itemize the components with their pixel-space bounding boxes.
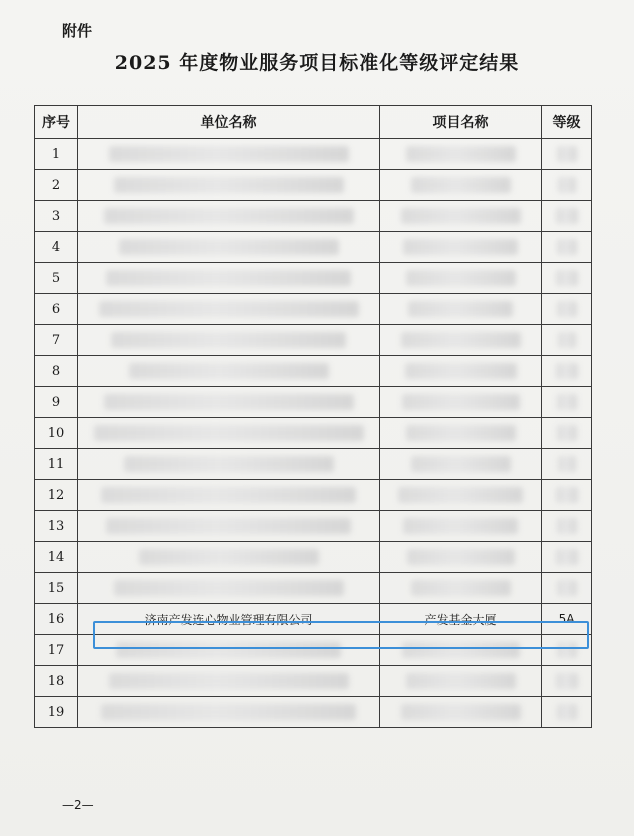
cell-grade	[542, 418, 592, 449]
redacted-text	[104, 394, 354, 410]
redacted-text	[406, 673, 516, 689]
row-number: 2	[35, 170, 78, 201]
table-row	[35, 232, 592, 263]
row-number: 3	[35, 201, 78, 232]
cell-company	[78, 418, 380, 449]
cell-grade	[542, 635, 592, 666]
cell-project	[380, 356, 542, 387]
header-seq: 序号	[35, 106, 78, 139]
cell-company	[78, 201, 380, 232]
cell-company	[78, 635, 380, 666]
cell-grade	[542, 294, 592, 325]
attachment-label: 附件	[62, 22, 93, 40]
cell-company	[78, 139, 380, 170]
table-header-row	[35, 106, 592, 139]
cell-project	[380, 604, 542, 635]
cell-grade	[542, 325, 592, 356]
row-number: 12	[35, 480, 78, 511]
redacted-text	[403, 239, 518, 255]
redacted-text	[101, 487, 356, 503]
table-row	[35, 263, 592, 294]
table-row	[35, 294, 592, 325]
redacted-text	[558, 332, 576, 348]
cell-company	[78, 325, 380, 356]
company-text: 济南产发连心物业管理有限公司	[144, 612, 313, 627]
cell-project	[380, 542, 542, 573]
table-row	[35, 511, 592, 542]
row-number: 14	[35, 542, 78, 573]
redacted-text	[104, 208, 354, 224]
header-company: 单位名称	[78, 106, 380, 139]
table-row	[35, 356, 592, 387]
cell-project	[380, 294, 542, 325]
cell-project	[380, 635, 542, 666]
redacted-text	[129, 363, 329, 379]
redacted-text	[402, 394, 520, 410]
table-body	[35, 139, 592, 728]
redacted-text	[407, 549, 515, 565]
cell-project	[380, 511, 542, 542]
cell-company	[78, 697, 380, 728]
redacted-text	[116, 642, 341, 658]
row-number: 16	[35, 604, 78, 635]
cell-project	[380, 573, 542, 604]
redacted-text	[406, 425, 516, 441]
cell-company	[78, 666, 380, 697]
redacted-text	[556, 208, 578, 224]
cell-grade	[542, 232, 592, 263]
cell-grade	[542, 480, 592, 511]
table-row	[35, 325, 592, 356]
row-number: 13	[35, 511, 78, 542]
row-number: 18	[35, 666, 78, 697]
cell-grade	[542, 573, 592, 604]
cell-grade	[542, 666, 592, 697]
redacted-text	[139, 549, 319, 565]
redacted-text	[557, 239, 577, 255]
cell-company	[78, 170, 380, 201]
cell-project	[380, 697, 542, 728]
cell-company	[78, 387, 380, 418]
cell-company	[78, 511, 380, 542]
cell-grade	[542, 263, 592, 294]
cell-grade	[542, 449, 592, 480]
cell-company	[78, 232, 380, 263]
table-row	[35, 666, 592, 697]
table-row	[35, 418, 592, 449]
cell-company	[78, 356, 380, 387]
cell-grade	[542, 697, 592, 728]
cell-company	[78, 604, 380, 635]
row-number: 7	[35, 325, 78, 356]
table-row	[35, 573, 592, 604]
cell-project	[380, 139, 542, 170]
cell-company	[78, 449, 380, 480]
cell-grade	[542, 542, 592, 573]
cell-company	[78, 294, 380, 325]
cell-project	[380, 263, 542, 294]
redacted-text	[109, 146, 349, 162]
redacted-text	[94, 425, 364, 441]
redacted-text	[556, 270, 578, 286]
redacted-text	[119, 239, 339, 255]
grade-text: 5A	[558, 612, 575, 626]
redacted-text	[401, 704, 521, 720]
cell-company	[78, 542, 380, 573]
redacted-text	[411, 456, 511, 472]
redacted-text	[557, 642, 577, 658]
row-number: 11	[35, 449, 78, 480]
redacted-text	[401, 208, 521, 224]
redacted-text	[411, 177, 511, 193]
table-row	[35, 542, 592, 573]
redacted-text	[403, 518, 518, 534]
redacted-text	[558, 177, 576, 193]
redacted-text	[111, 332, 346, 348]
redacted-text	[106, 270, 351, 286]
page-number: —2—	[62, 798, 94, 812]
redacted-text	[556, 487, 578, 503]
cell-project	[380, 170, 542, 201]
cell-project	[380, 418, 542, 449]
row-number: 10	[35, 418, 78, 449]
redacted-text	[402, 642, 520, 658]
row-number: 4	[35, 232, 78, 263]
redacted-text	[556, 673, 578, 689]
cell-grade	[542, 139, 592, 170]
cell-project	[380, 325, 542, 356]
redacted-text	[557, 704, 577, 720]
table-row	[35, 697, 592, 728]
row-number: 6	[35, 294, 78, 325]
table-row	[35, 170, 592, 201]
redacted-text	[99, 301, 359, 317]
redacted-text	[556, 363, 578, 379]
redacted-text	[408, 301, 513, 317]
redacted-text	[398, 487, 523, 503]
results-table	[34, 105, 592, 728]
redacted-text	[114, 177, 344, 193]
row-number: 1	[35, 139, 78, 170]
table-row	[35, 387, 592, 418]
redacted-text	[557, 425, 577, 441]
redacted-text	[109, 673, 349, 689]
row-number: 19	[35, 697, 78, 728]
row-number: 15	[35, 573, 78, 604]
redacted-text	[124, 456, 334, 472]
cell-project	[380, 387, 542, 418]
cell-project	[380, 232, 542, 263]
redacted-text	[556, 549, 578, 565]
cell-project	[380, 480, 542, 511]
redacted-text	[106, 518, 351, 534]
redacted-text	[405, 363, 517, 379]
redacted-text	[101, 704, 356, 720]
table-row	[35, 139, 592, 170]
row-number: 5	[35, 263, 78, 294]
cell-project	[380, 449, 542, 480]
redacted-text	[114, 580, 344, 596]
table-row	[35, 480, 592, 511]
row-number: 8	[35, 356, 78, 387]
cell-grade	[542, 201, 592, 232]
redacted-text	[401, 332, 521, 348]
redacted-text	[557, 394, 577, 410]
redacted-text	[557, 301, 577, 317]
cell-project	[380, 666, 542, 697]
cell-company	[78, 263, 380, 294]
header-project: 项目名称	[380, 106, 542, 139]
cell-grade	[542, 604, 592, 635]
redacted-text	[557, 146, 577, 162]
redacted-text	[406, 270, 516, 286]
table-row	[35, 635, 592, 666]
redacted-text	[406, 146, 516, 162]
row-number: 17	[35, 635, 78, 666]
cell-grade	[542, 170, 592, 201]
row-number: 9	[35, 387, 78, 418]
redacted-text	[411, 580, 511, 596]
cell-company	[78, 480, 380, 511]
header-grade: 等级	[542, 106, 592, 139]
redacted-text	[557, 518, 577, 534]
cell-project	[380, 201, 542, 232]
cell-company	[78, 573, 380, 604]
document-title: 2025 年度物业服务项目标准化等级评定结果	[114, 52, 520, 74]
redacted-text	[558, 456, 576, 472]
cell-grade	[542, 356, 592, 387]
project-text: 产发基金大厦	[424, 612, 497, 627]
redacted-text	[557, 580, 577, 596]
table-row	[35, 449, 592, 480]
cell-grade	[542, 511, 592, 542]
cell-grade	[542, 387, 592, 418]
table-row	[35, 604, 592, 635]
table-row	[35, 201, 592, 232]
